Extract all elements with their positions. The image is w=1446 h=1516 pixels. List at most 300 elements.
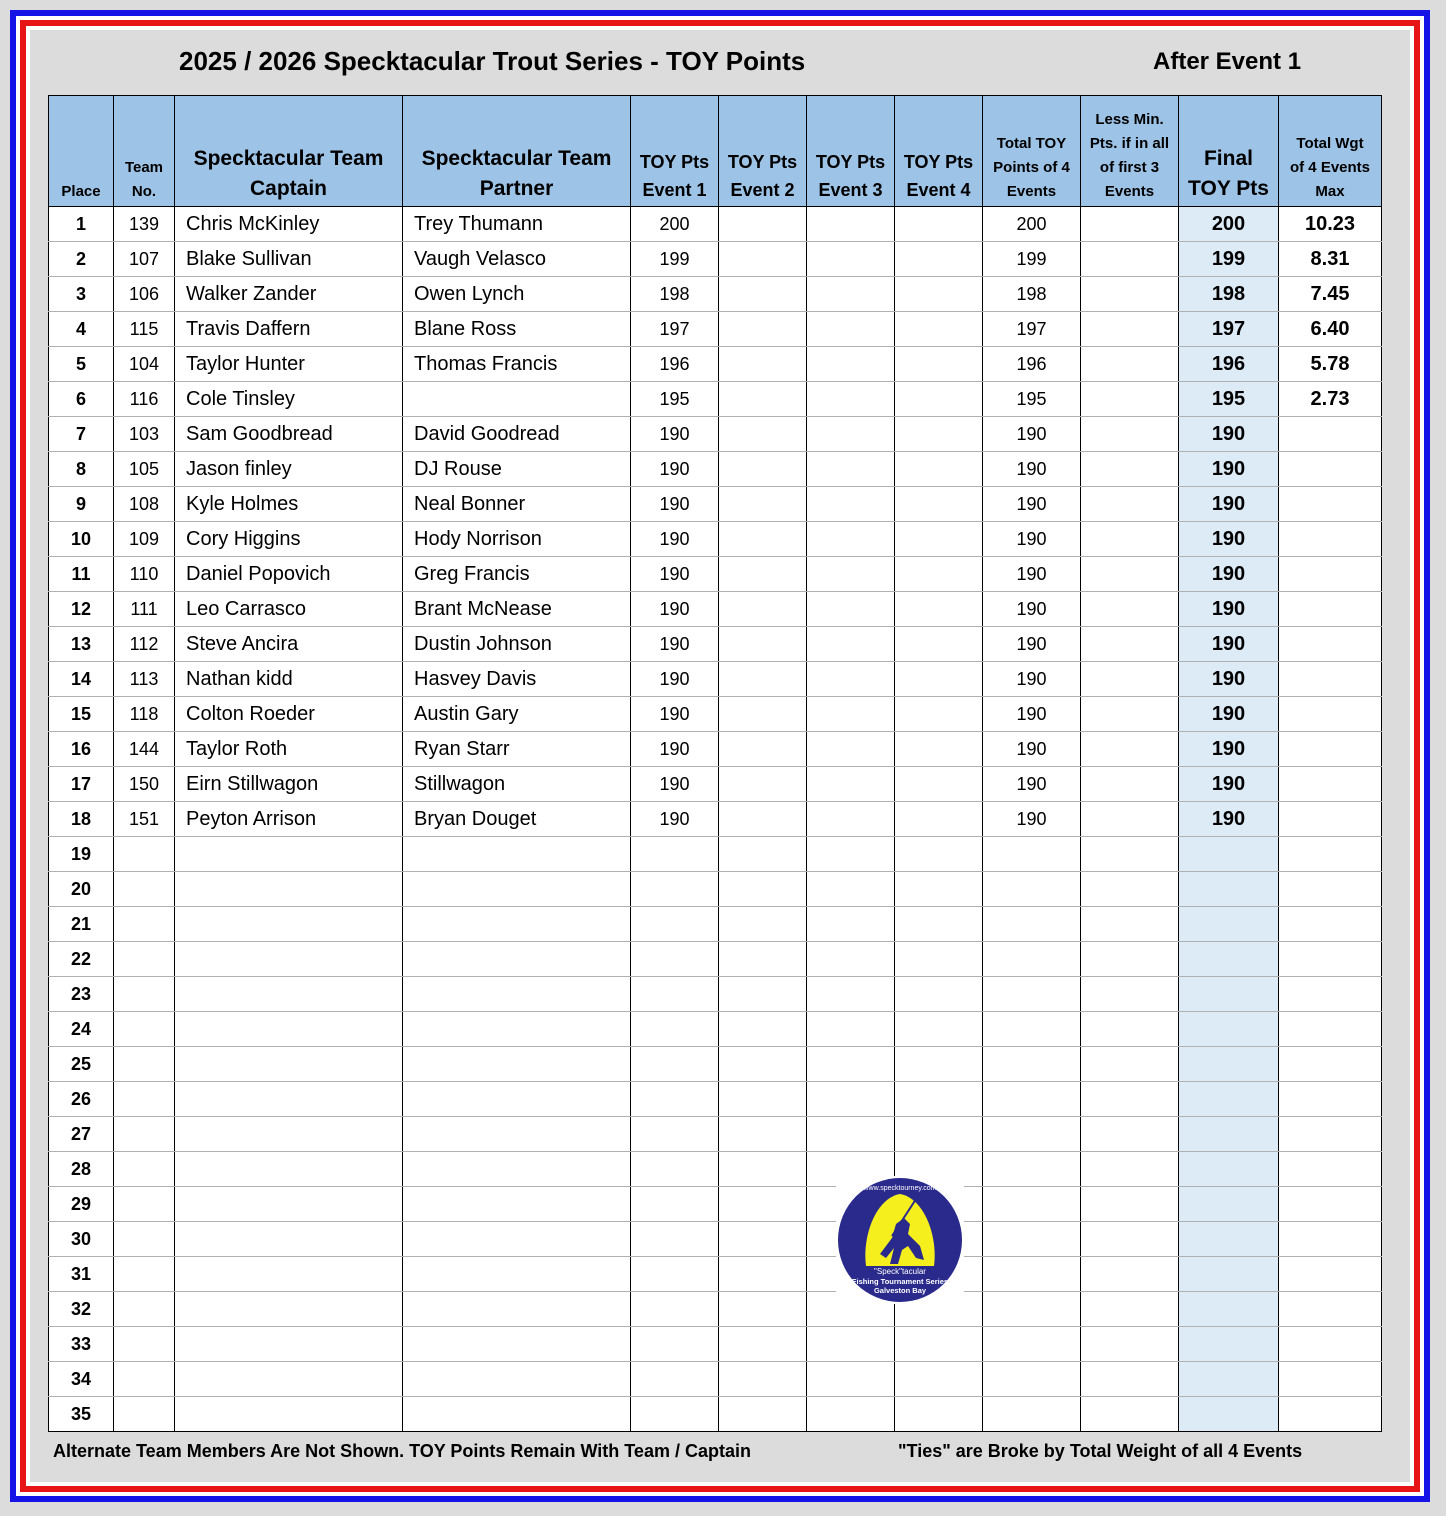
cell-event-2 xyxy=(719,347,807,382)
cell-captain xyxy=(175,1012,403,1047)
cell-total-weight xyxy=(1279,1397,1382,1432)
cell-captain: Chris McKinley xyxy=(175,207,403,242)
col-partner: Specktacular Team Partner xyxy=(403,96,631,207)
cell-less-min xyxy=(1081,1117,1179,1152)
cell-less-min xyxy=(1081,837,1179,872)
cell-less-min xyxy=(1081,417,1179,452)
specktacular-logo xyxy=(836,1176,964,1304)
cell-place: 10 xyxy=(49,522,114,557)
col-total-weight: Total Wgt of 4 Events Max xyxy=(1279,96,1382,207)
cell-less-min xyxy=(1081,1362,1179,1397)
cell-captain: Cory Higgins xyxy=(175,522,403,557)
cell-event-1 xyxy=(631,1117,719,1152)
cell-event-4 xyxy=(895,1397,983,1432)
cell-final xyxy=(1179,1082,1279,1117)
cell-captain: Travis Daffern xyxy=(175,312,403,347)
cell-event-4 xyxy=(895,592,983,627)
cell-place: 29 xyxy=(49,1187,114,1222)
table-row xyxy=(49,662,1382,697)
cell-total xyxy=(983,1362,1081,1397)
cell-event-3 xyxy=(807,487,895,522)
cell-partner: David Goodread xyxy=(403,417,631,452)
cell-final: 196 xyxy=(1179,347,1279,382)
table-row xyxy=(49,592,1382,627)
cell-team-no xyxy=(114,1117,175,1152)
cell-captain: Colton Roeder xyxy=(175,697,403,732)
svg-text:Galveston Bay: Galveston Bay xyxy=(873,1286,927,1295)
table-row xyxy=(49,1012,1382,1047)
cell-less-min xyxy=(1081,312,1179,347)
cell-place: 24 xyxy=(49,1012,114,1047)
cell-final: 190 xyxy=(1179,697,1279,732)
cell-event-2 xyxy=(719,277,807,312)
cell-total: 190 xyxy=(983,522,1081,557)
cell-team-no: 103 xyxy=(114,417,175,452)
cell-event-3 xyxy=(807,522,895,557)
cell-team-no: 110 xyxy=(114,557,175,592)
cell-event-1: 190 xyxy=(631,487,719,522)
cell-event-1: 190 xyxy=(631,417,719,452)
cell-place: 31 xyxy=(49,1257,114,1292)
cell-event-1 xyxy=(631,1362,719,1397)
cell-final: 197 xyxy=(1179,312,1279,347)
table-row xyxy=(49,382,1382,417)
table-row xyxy=(49,1222,1382,1257)
cell-captain xyxy=(175,1397,403,1432)
cell-event-4 xyxy=(895,942,983,977)
cell-captain xyxy=(175,907,403,942)
cell-captain xyxy=(175,1292,403,1327)
cell-partner xyxy=(403,1082,631,1117)
cell-total xyxy=(983,1292,1081,1327)
cell-event-4 xyxy=(895,977,983,1012)
cell-team-no: 109 xyxy=(114,522,175,557)
cell-event-4 xyxy=(895,522,983,557)
cell-total xyxy=(983,1012,1081,1047)
cell-event-2 xyxy=(719,452,807,487)
cell-final xyxy=(1179,872,1279,907)
cell-event-3 xyxy=(807,732,895,767)
cell-less-min xyxy=(1081,697,1179,732)
cell-event-2 xyxy=(719,977,807,1012)
cell-less-min xyxy=(1081,382,1179,417)
cell-final xyxy=(1179,837,1279,872)
cell-team-no: 104 xyxy=(114,347,175,382)
cell-captain: Walker Zander xyxy=(175,277,403,312)
cell-event-2 xyxy=(719,627,807,662)
table-row xyxy=(49,1292,1382,1327)
cell-final: 199 xyxy=(1179,242,1279,277)
cell-total: 190 xyxy=(983,662,1081,697)
table-row xyxy=(49,1362,1382,1397)
cell-final xyxy=(1179,1187,1279,1222)
cell-less-min xyxy=(1081,942,1179,977)
cell-less-min xyxy=(1081,1152,1179,1187)
cell-captain xyxy=(175,837,403,872)
cell-team-no xyxy=(114,1397,175,1432)
cell-event-4 xyxy=(895,1012,983,1047)
cell-event-2 xyxy=(719,802,807,837)
cell-partner: DJ Rouse xyxy=(403,452,631,487)
cell-final: 190 xyxy=(1179,417,1279,452)
cell-less-min xyxy=(1081,1047,1179,1082)
table-row xyxy=(49,1397,1382,1432)
cell-final xyxy=(1179,1397,1279,1432)
cell-event-3 xyxy=(807,697,895,732)
cell-event-1 xyxy=(631,1152,719,1187)
cell-event-3 xyxy=(807,662,895,697)
cell-partner: Ryan Starr xyxy=(403,732,631,767)
cell-place: 14 xyxy=(49,662,114,697)
cell-partner xyxy=(403,872,631,907)
cell-place: 20 xyxy=(49,872,114,907)
col-event-1: TOY Pts Event 1 xyxy=(631,96,719,207)
cell-partner xyxy=(403,1292,631,1327)
table-row xyxy=(49,452,1382,487)
table-row xyxy=(49,522,1382,557)
cell-event-3 xyxy=(807,452,895,487)
cell-event-2 xyxy=(719,1362,807,1397)
cell-captain: Jason finley xyxy=(175,452,403,487)
cell-team-no: 118 xyxy=(114,697,175,732)
cell-event-1 xyxy=(631,1292,719,1327)
cell-partner: Hasvey Davis xyxy=(403,662,631,697)
cell-total: 199 xyxy=(983,242,1081,277)
cell-less-min xyxy=(1081,907,1179,942)
cell-less-min xyxy=(1081,557,1179,592)
cell-event-1: 190 xyxy=(631,557,719,592)
cell-event-3 xyxy=(807,1047,895,1082)
cell-event-4 xyxy=(895,1362,983,1397)
cell-partner: Bryan Douget xyxy=(403,802,631,837)
cell-total xyxy=(983,977,1081,1012)
cell-event-3 xyxy=(807,802,895,837)
cell-less-min xyxy=(1081,1257,1179,1292)
cell-event-3 xyxy=(807,347,895,382)
cell-event-3 xyxy=(807,557,895,592)
cell-event-3 xyxy=(807,1082,895,1117)
cell-total-weight xyxy=(1279,1012,1382,1047)
cell-event-3 xyxy=(807,837,895,872)
cell-total-weight xyxy=(1279,872,1382,907)
cell-final: 190 xyxy=(1179,452,1279,487)
cell-event-3 xyxy=(807,1362,895,1397)
cell-captain: Nathan kidd xyxy=(175,662,403,697)
cell-event-3 xyxy=(807,1397,895,1432)
cell-total xyxy=(983,1222,1081,1257)
cell-total-weight xyxy=(1279,417,1382,452)
cell-event-2 xyxy=(719,1187,807,1222)
page-title: 2025 / 2026 Specktacular Trout Series - TOY Points xyxy=(179,46,806,76)
col-event-4: TOY Pts Event 4 xyxy=(895,96,983,207)
cell-total: 190 xyxy=(983,557,1081,592)
cell-event-1 xyxy=(631,1047,719,1082)
table-row xyxy=(49,942,1382,977)
cell-partner: Austin Gary xyxy=(403,697,631,732)
cell-event-4 xyxy=(895,382,983,417)
cell-place: 3 xyxy=(49,277,114,312)
cell-event-2 xyxy=(719,1047,807,1082)
cell-total: 198 xyxy=(983,277,1081,312)
cell-final xyxy=(1179,1257,1279,1292)
cell-captain: Peyton Arrison xyxy=(175,802,403,837)
cell-place: 25 xyxy=(49,1047,114,1082)
cell-less-min xyxy=(1081,732,1179,767)
cell-final: 190 xyxy=(1179,732,1279,767)
cell-partner: Stillwagon xyxy=(403,767,631,802)
cell-total-weight xyxy=(1279,1117,1382,1152)
cell-event-2 xyxy=(719,1397,807,1432)
cell-team-no: 113 xyxy=(114,662,175,697)
cell-event-2 xyxy=(719,207,807,242)
cell-event-3 xyxy=(807,592,895,627)
cell-event-2 xyxy=(719,1082,807,1117)
cell-team-no xyxy=(114,1187,175,1222)
cell-event-2 xyxy=(719,557,807,592)
cell-total-weight: 6.40 xyxy=(1279,312,1382,347)
table-row xyxy=(49,837,1382,872)
cell-captain xyxy=(175,1117,403,1152)
cell-event-4 xyxy=(895,1327,983,1362)
table-row xyxy=(49,487,1382,522)
cell-captain: Blake Sullivan xyxy=(175,242,403,277)
cell-event-4 xyxy=(895,1047,983,1082)
cell-partner: Dustin Johnson xyxy=(403,627,631,662)
cell-event-3 xyxy=(807,242,895,277)
cell-final: 190 xyxy=(1179,767,1279,802)
cell-total-weight xyxy=(1279,1047,1382,1082)
cell-total xyxy=(983,942,1081,977)
cell-less-min xyxy=(1081,662,1179,697)
cell-place: 2 xyxy=(49,242,114,277)
col-event-3: TOY Pts Event 3 xyxy=(807,96,895,207)
cell-event-3 xyxy=(807,382,895,417)
cell-event-2 xyxy=(719,1257,807,1292)
cell-event-3 xyxy=(807,767,895,802)
cell-event-4 xyxy=(895,802,983,837)
cell-captain xyxy=(175,1362,403,1397)
cell-team-no: 116 xyxy=(114,382,175,417)
cell-partner: Trey Thumann xyxy=(403,207,631,242)
cell-final: 190 xyxy=(1179,487,1279,522)
cell-event-2 xyxy=(719,1152,807,1187)
cell-event-2 xyxy=(719,382,807,417)
cell-event-1: 200 xyxy=(631,207,719,242)
cell-event-2 xyxy=(719,1117,807,1152)
svg-text:www.specktourney.com: www.specktourney.com xyxy=(863,1185,937,1192)
table-row xyxy=(49,347,1382,382)
cell-place: 27 xyxy=(49,1117,114,1152)
col-captain: Specktacular Team Captain xyxy=(175,96,403,207)
cell-partner: Thomas Francis xyxy=(403,347,631,382)
cell-total-weight xyxy=(1279,1327,1382,1362)
cell-event-3 xyxy=(807,1012,895,1047)
cell-total: 190 xyxy=(983,627,1081,662)
cell-partner: Vaugh Velasco xyxy=(403,242,631,277)
cell-final xyxy=(1179,1047,1279,1082)
cell-event-2 xyxy=(719,697,807,732)
cell-less-min xyxy=(1081,487,1179,522)
cell-less-min xyxy=(1081,1187,1179,1222)
cell-total-weight xyxy=(1279,977,1382,1012)
cell-event-3 xyxy=(807,627,895,662)
cell-event-4 xyxy=(895,697,983,732)
cell-final xyxy=(1179,1292,1279,1327)
table-row xyxy=(49,767,1382,802)
cell-total xyxy=(983,837,1081,872)
cell-total-weight xyxy=(1279,592,1382,627)
cell-captain: Taylor Hunter xyxy=(175,347,403,382)
cell-event-1: 190 xyxy=(631,627,719,662)
cell-event-3 xyxy=(807,417,895,452)
cell-partner xyxy=(403,1012,631,1047)
cell-captain xyxy=(175,1152,403,1187)
cell-event-1 xyxy=(631,907,719,942)
cell-event-4 xyxy=(895,907,983,942)
cell-place: 23 xyxy=(49,977,114,1012)
cell-partner xyxy=(403,942,631,977)
cell-final xyxy=(1179,907,1279,942)
cell-partner xyxy=(403,1047,631,1082)
cell-less-min xyxy=(1081,1327,1179,1362)
cell-total xyxy=(983,1187,1081,1222)
cell-event-4 xyxy=(895,557,983,592)
cell-total: 196 xyxy=(983,347,1081,382)
cell-event-3 xyxy=(807,207,895,242)
cell-team-no: 151 xyxy=(114,802,175,837)
cell-partner xyxy=(403,1187,631,1222)
table-row xyxy=(49,872,1382,907)
cell-place: 21 xyxy=(49,907,114,942)
cell-partner xyxy=(403,907,631,942)
header-row xyxy=(49,96,1382,207)
cell-event-2 xyxy=(719,872,807,907)
svg-text:Fishing Tournament Series: Fishing Tournament Series xyxy=(851,1277,949,1286)
cell-event-2 xyxy=(719,1222,807,1257)
cell-total-weight xyxy=(1279,1152,1382,1187)
cell-event-2 xyxy=(719,1292,807,1327)
cell-captain xyxy=(175,977,403,1012)
cell-total-weight xyxy=(1279,1082,1382,1117)
cell-place: 6 xyxy=(49,382,114,417)
cell-less-min xyxy=(1081,242,1179,277)
cell-captain xyxy=(175,1257,403,1292)
cell-captain xyxy=(175,1082,403,1117)
table-row xyxy=(49,557,1382,592)
cell-event-4 xyxy=(895,207,983,242)
cell-event-4 xyxy=(895,1082,983,1117)
cell-event-4 xyxy=(895,837,983,872)
cell-total-weight: 7.45 xyxy=(1279,277,1382,312)
cell-event-1 xyxy=(631,1257,719,1292)
cell-event-2 xyxy=(719,242,807,277)
cell-total-weight xyxy=(1279,522,1382,557)
cell-event-1: 190 xyxy=(631,662,719,697)
cell-event-1 xyxy=(631,1082,719,1117)
cell-total-weight xyxy=(1279,487,1382,522)
cell-less-min xyxy=(1081,522,1179,557)
cell-place: 26 xyxy=(49,1082,114,1117)
cell-event-2 xyxy=(719,1327,807,1362)
cell-team-no xyxy=(114,837,175,872)
cell-total-weight xyxy=(1279,767,1382,802)
cell-team-no: 111 xyxy=(114,592,175,627)
cell-total-weight xyxy=(1279,1257,1382,1292)
footer-note-left: Alternate Team Members Are Not Shown. TOY Points Remain With Team / Captain xyxy=(53,1441,751,1461)
cell-less-min xyxy=(1081,802,1179,837)
status-label: After Event 1 xyxy=(1153,48,1302,75)
cell-event-4 xyxy=(895,312,983,347)
cell-partner: Blane Ross xyxy=(403,312,631,347)
cell-event-1 xyxy=(631,1012,719,1047)
cell-team-no xyxy=(114,1327,175,1362)
cell-less-min xyxy=(1081,592,1179,627)
cell-team-no: 107 xyxy=(114,242,175,277)
cell-team-no: 106 xyxy=(114,277,175,312)
cell-event-2 xyxy=(719,312,807,347)
cell-event-2 xyxy=(719,907,807,942)
cell-place: 16 xyxy=(49,732,114,767)
table-row xyxy=(49,732,1382,767)
cell-event-1: 190 xyxy=(631,592,719,627)
cell-total-weight xyxy=(1279,452,1382,487)
cell-less-min xyxy=(1081,627,1179,662)
cell-captain: Cole Tinsley xyxy=(175,382,403,417)
cell-less-min xyxy=(1081,1292,1179,1327)
cell-event-1: 190 xyxy=(631,767,719,802)
cell-captain xyxy=(175,1047,403,1082)
cell-total: 200 xyxy=(983,207,1081,242)
table-row xyxy=(49,802,1382,837)
cell-total-weight xyxy=(1279,662,1382,697)
cell-captain xyxy=(175,1327,403,1362)
cell-event-2 xyxy=(719,522,807,557)
cell-place: 35 xyxy=(49,1397,114,1432)
cell-final: 190 xyxy=(1179,522,1279,557)
cell-event-4 xyxy=(895,487,983,522)
table-row xyxy=(49,417,1382,452)
cell-event-4 xyxy=(895,1117,983,1152)
cell-less-min xyxy=(1081,1082,1179,1117)
cell-total: 190 xyxy=(983,417,1081,452)
cell-place: 22 xyxy=(49,942,114,977)
cell-final: 190 xyxy=(1179,662,1279,697)
cell-team-no xyxy=(114,942,175,977)
cell-event-1 xyxy=(631,1222,719,1257)
cell-team-no: 150 xyxy=(114,767,175,802)
table-row xyxy=(49,242,1382,277)
cell-event-4 xyxy=(895,872,983,907)
cell-place: 28 xyxy=(49,1152,114,1187)
cell-total-weight xyxy=(1279,1362,1382,1397)
cell-total xyxy=(983,1082,1081,1117)
cell-less-min xyxy=(1081,207,1179,242)
cell-event-3 xyxy=(807,312,895,347)
cell-event-1 xyxy=(631,872,719,907)
cell-total-weight xyxy=(1279,557,1382,592)
cell-partner xyxy=(403,1327,631,1362)
cell-final: 190 xyxy=(1179,627,1279,662)
cell-partner: Neal Bonner xyxy=(403,487,631,522)
cell-less-min xyxy=(1081,1012,1179,1047)
cell-event-1: 199 xyxy=(631,242,719,277)
footer-note-right: "Ties" are Broke by Total Weight of all 4 Events xyxy=(898,1441,1303,1461)
cell-less-min xyxy=(1081,1397,1179,1432)
col-event-2: TOY Pts Event 2 xyxy=(719,96,807,207)
table-row xyxy=(49,1082,1382,1117)
cell-captain: Sam Goodbread xyxy=(175,417,403,452)
cell-total-weight: 8.31 xyxy=(1279,242,1382,277)
